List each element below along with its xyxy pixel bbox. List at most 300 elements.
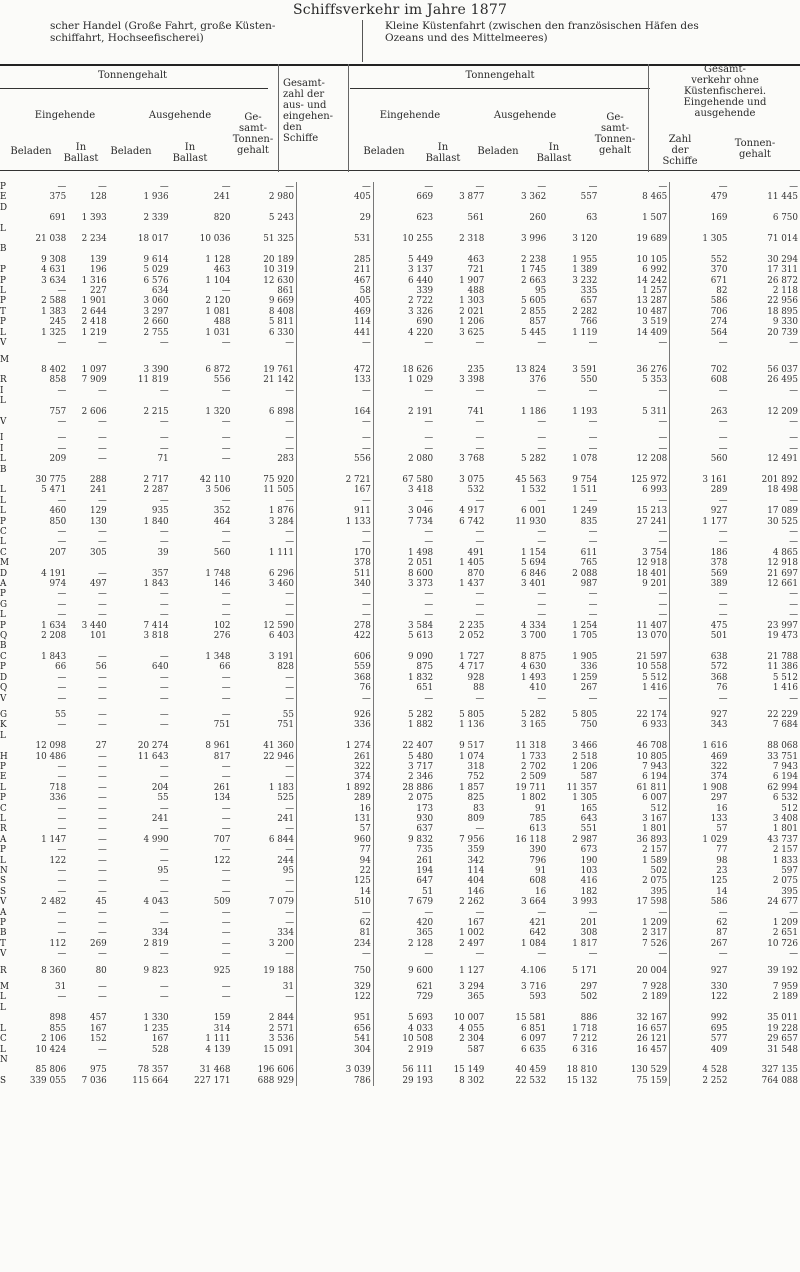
table-cell <box>109 1003 171 1013</box>
table-cell: 577 <box>710 1034 728 1045</box>
table-cell: 4 055 <box>459 1023 485 1034</box>
table-cell: 6 742 <box>459 516 485 527</box>
table-cell: 234 <box>297 939 374 949</box>
table-cell: 267 <box>710 938 728 949</box>
table-cell: 3 591 <box>572 364 598 375</box>
header-tonnengehalt-left: Tonnengehalt <box>97 70 168 81</box>
table-cell <box>548 396 599 406</box>
table-row <box>0 328 800 338</box>
table-cell: 572 <box>710 662 728 673</box>
table-cell: 62 <box>297 918 374 928</box>
table-cell: 1 389 <box>572 265 598 276</box>
rule-under-tonnengehalt-right <box>350 88 650 89</box>
table-cell: — <box>221 599 231 610</box>
row-label: V <box>0 416 7 427</box>
table-cell: 16 <box>716 803 728 814</box>
table-cell: 510 <box>297 897 374 907</box>
table-cell: — <box>297 908 374 918</box>
table-cell: 1 209 <box>772 918 798 929</box>
table-cell <box>486 244 548 254</box>
table-cell: 4 139 <box>205 1044 231 1055</box>
table-cell: 22 <box>297 866 374 876</box>
table-cell: — <box>789 433 798 444</box>
table-cell: 5 282 <box>521 454 547 465</box>
table-cell: 564 <box>710 327 728 338</box>
table-cell: 122 <box>213 855 231 866</box>
table-cell: 24 677 <box>767 897 798 908</box>
table-cell: 20 739 <box>767 327 798 338</box>
table-cell: 9 823 <box>143 965 169 976</box>
header-tonnengehalt-total: Tonnen- gehalt <box>734 138 776 160</box>
table-cell: 16 118 <box>515 834 547 845</box>
header-divider-2 <box>348 64 349 172</box>
table-cell: 28 886 <box>402 782 434 793</box>
table-cell: — <box>57 338 67 349</box>
table-row <box>0 355 800 365</box>
table-cell: 721 <box>467 265 485 276</box>
table-cell: 1 857 <box>459 782 485 793</box>
table-row <box>0 192 800 202</box>
table-cell: — <box>97 599 107 610</box>
table-row <box>0 1003 800 1013</box>
table-cell: 7 414 <box>143 620 169 631</box>
table-cell: 182 <box>580 886 598 897</box>
table-cell: — <box>57 803 67 814</box>
table-cell: — <box>297 444 374 454</box>
table-cell: 4 990 <box>143 834 169 845</box>
table-cell: 992 <box>710 1013 728 1024</box>
table-cell: 20 004 <box>599 966 669 976</box>
table-cell: 22 174 <box>599 710 669 720</box>
table-cell <box>171 244 233 254</box>
table-cell: — <box>57 433 67 444</box>
table-cell: 764 088 <box>761 1075 798 1086</box>
table-cell: 128 <box>89 192 107 203</box>
table-cell: — <box>588 610 598 621</box>
header-ballast-1: In Ballast <box>63 142 99 164</box>
table-cell: 4 865 <box>772 547 798 558</box>
table-cell: 5 805 <box>572 709 598 720</box>
table-cell <box>68 203 109 213</box>
table-cell: 204 <box>151 782 169 793</box>
table-row <box>0 386 800 396</box>
table-cell: — <box>221 772 231 783</box>
table-cell: 2 052 <box>459 631 485 642</box>
row-label: K <box>0 720 7 731</box>
table-cell: — <box>57 813 67 824</box>
table-cell: — <box>97 1044 107 1055</box>
table-cell: — <box>221 527 231 537</box>
row-label: I <box>0 385 4 396</box>
table-cell: 4 631 <box>41 265 67 276</box>
table-cell: — <box>233 527 297 537</box>
table-cell: 23 997 <box>767 620 798 631</box>
table-cell: 828 <box>233 662 297 672</box>
table-cell: 3 200 <box>233 939 297 949</box>
row-label <box>0 1065 11 1075</box>
table-row <box>0 1055 800 1065</box>
table-cell: 422 <box>297 631 374 641</box>
table-cell: — <box>599 182 669 192</box>
table-cell: 241 <box>89 485 107 496</box>
table-cell <box>297 731 374 741</box>
table-cell: 20 274 <box>137 741 169 752</box>
table-cell <box>11 731 69 741</box>
table-row <box>0 928 800 938</box>
table-cell: — <box>718 433 728 444</box>
table-cell: 1 383 <box>41 306 67 317</box>
table-cell <box>11 244 69 254</box>
table-cell: 55 <box>233 710 297 720</box>
table-cell: 886 <box>580 1013 598 1024</box>
table-cell: — <box>588 385 598 396</box>
table-cell: 241 <box>233 814 297 824</box>
table-cell: 6 403 <box>233 631 297 641</box>
table-cell: — <box>424 610 434 621</box>
table-cell: 464 <box>213 516 231 527</box>
table-cell: 1 177 <box>702 516 728 527</box>
table-cell: 327 135 <box>761 1065 798 1076</box>
table-cell <box>670 203 730 213</box>
table-cell: 9 754 <box>572 474 598 485</box>
table-row <box>0 307 800 317</box>
table-cell: 115 664 <box>132 1075 169 1086</box>
table-cell: 608 <box>710 375 728 386</box>
table-cell: 2 282 <box>572 306 598 317</box>
table-cell: 491 <box>467 547 485 558</box>
table-cell: — <box>221 182 231 192</box>
table-cell: 167 <box>89 1023 107 1034</box>
table-row <box>0 845 800 855</box>
table-row <box>0 317 800 327</box>
table-cell: 1 104 <box>205 275 231 286</box>
table-cell: — <box>537 416 547 427</box>
table-cell: 395 <box>781 886 798 897</box>
table-cell: 10 105 <box>599 255 669 265</box>
table-cell: — <box>97 568 107 579</box>
table-cell: 8 408 <box>233 307 297 317</box>
table-cell: 61 811 <box>599 783 669 793</box>
table-cell <box>548 641 599 651</box>
table-cell: 95 <box>535 286 547 297</box>
table-cell: 640 <box>151 662 169 673</box>
header-gesamtzahl: Gesamt- zahl der aus- und eingehen- den Schiffe <box>283 78 334 144</box>
table-row <box>0 918 800 928</box>
table-cell: 122 <box>710 992 728 1003</box>
table-cell: 410 <box>529 683 547 694</box>
table-cell: 82 <box>716 286 728 297</box>
table-cell: 91 <box>535 866 547 876</box>
table-cell <box>68 396 109 406</box>
table-cell: — <box>221 918 231 929</box>
table-cell: 2 721 <box>297 475 374 485</box>
table-cell: 898 <box>49 1013 67 1024</box>
table-cell: — <box>159 907 169 918</box>
table-row <box>0 610 800 620</box>
table-cell: 342 <box>467 855 485 866</box>
table-cell <box>171 203 233 213</box>
table-cell: 469 <box>297 307 374 317</box>
table-cell: 488 <box>467 286 485 297</box>
table-cell: — <box>588 433 598 444</box>
table-cell: — <box>97 433 107 444</box>
table-cell: — <box>588 949 598 960</box>
table-cell: 7 959 <box>772 982 798 993</box>
table-cell: 1 303 <box>459 296 485 307</box>
table-cell: 129 <box>89 506 107 517</box>
table-cell: 146 <box>467 886 485 897</box>
table-cell: 15 149 <box>453 1065 485 1076</box>
table-cell: 196 606 <box>233 1065 297 1075</box>
table-cell: — <box>424 416 434 427</box>
row-label: L <box>0 506 6 517</box>
table-cell: 260 <box>529 213 547 224</box>
table-cell: 2 157 <box>772 845 798 856</box>
table-cell: 1 127 <box>459 965 485 976</box>
table-cell: — <box>537 589 547 600</box>
table-cell: 2 080 <box>407 454 434 465</box>
table-cell: 305 <box>89 547 107 558</box>
table-cell: 2 075 <box>407 793 434 804</box>
table-cell: 1 748 <box>205 568 231 579</box>
table-cell: — <box>97 537 107 548</box>
table-cell: — <box>233 804 297 814</box>
table-cell: 3 297 <box>143 306 169 317</box>
table-cell <box>730 224 800 234</box>
table-cell: 673 <box>580 845 598 856</box>
table-cell: — <box>97 772 107 783</box>
table-cell: 297 <box>580 982 598 993</box>
row-label: L <box>0 537 6 548</box>
row-label: P <box>0 275 6 286</box>
row-label: L <box>0 223 6 234</box>
table-cell: 2 317 <box>599 928 669 938</box>
table-cell: — <box>233 600 297 610</box>
table-cell: 7 956 <box>459 834 485 845</box>
row-label <box>0 234 11 244</box>
table-row <box>0 662 800 672</box>
table-cell: — <box>233 845 297 855</box>
table-cell: 41 360 <box>233 741 297 751</box>
table-row <box>0 804 800 814</box>
table-cell: 1 183 <box>233 783 297 793</box>
table-cell: 9 600 <box>407 965 434 976</box>
table-cell: 3 768 <box>459 454 485 465</box>
table-cell: — <box>221 866 231 876</box>
table-row <box>0 752 800 762</box>
row-label: N <box>0 866 8 876</box>
table-cell: 278 <box>297 621 374 631</box>
table-cell <box>68 1003 109 1013</box>
table-cell <box>548 465 599 475</box>
table-cell: 552 <box>710 254 728 265</box>
table-cell: 12 918 <box>599 558 669 568</box>
table-cell: — <box>57 886 67 897</box>
table-cell: 269 <box>89 938 107 949</box>
table-cell: — <box>233 444 297 454</box>
table-cell: 497 <box>89 579 107 590</box>
table-cell: — <box>97 855 107 866</box>
row-label <box>0 1013 11 1023</box>
table-cell: — <box>537 907 547 918</box>
table-cell: 647 <box>416 876 434 887</box>
table-cell: 244 <box>233 856 297 866</box>
row-label: R <box>0 965 7 976</box>
table-cell: 3 460 <box>233 579 297 589</box>
table-cell: 1 111 <box>233 548 297 558</box>
table-cell: 31 548 <box>767 1044 798 1055</box>
header-tonnengehalt-right: Tonnengehalt <box>465 70 535 81</box>
table-cell: 6 330 <box>233 328 297 338</box>
row-label <box>0 407 11 417</box>
table-cell: 10 487 <box>599 307 669 317</box>
table-cell: — <box>588 693 598 704</box>
table-cell <box>171 1055 233 1065</box>
table-cell: 3 191 <box>233 652 297 662</box>
table-cell: — <box>97 992 107 1003</box>
table-cell: — <box>159 803 169 814</box>
table-cell: 9 090 <box>407 651 434 662</box>
table-cell: 557 <box>580 192 598 203</box>
table-row <box>0 887 800 897</box>
table-cell: 927 <box>710 506 728 517</box>
table-cell: 2 088 <box>572 568 598 579</box>
table-cell: 339 055 <box>29 1075 67 1086</box>
header-gesamtverkehr: Gesamt- verkehr ohne Küstenfischerei. Eingehende und ausgehende <box>683 64 767 119</box>
table-cell: 1 907 <box>459 275 485 286</box>
table-cell: 13 824 <box>515 364 547 375</box>
table-cell: — <box>718 416 728 427</box>
table-cell: 6 750 <box>772 213 798 224</box>
table-cell: 420 <box>416 918 434 929</box>
table-row <box>0 908 800 918</box>
table-row <box>0 783 800 793</box>
table-cell <box>435 1055 486 1065</box>
table-cell <box>373 1055 435 1065</box>
row-label: L <box>0 485 6 496</box>
table-cell: — <box>57 992 67 1003</box>
table-cell <box>109 396 171 406</box>
table-cell: 80 <box>95 965 107 976</box>
table-cell: 718 <box>49 782 67 793</box>
table-cell: 3 519 <box>599 317 669 327</box>
table-cell: 114 <box>467 866 485 876</box>
table-cell: — <box>475 599 485 610</box>
table-cell: 3 326 <box>407 306 434 317</box>
table-cell: 858 <box>49 375 67 386</box>
table-cell: 531 <box>297 234 374 244</box>
table-cell: — <box>97 793 107 804</box>
table-cell: 611 <box>580 547 598 558</box>
table-cell <box>68 224 109 234</box>
table-cell: 359 <box>467 845 485 856</box>
table-cell <box>435 224 486 234</box>
row-label: B <box>0 464 7 475</box>
table-cell: 16 <box>297 804 374 814</box>
table-cell: — <box>221 338 231 349</box>
table-cell: 5 449 <box>407 254 434 265</box>
table-cell: 12 209 <box>767 406 798 417</box>
table-cell: 378 <box>297 558 374 568</box>
table-cell: 39 192 <box>767 965 798 976</box>
table-cell: — <box>159 527 169 537</box>
table-cell: — <box>718 589 728 600</box>
table-cell: — <box>718 182 728 192</box>
table-cell: 606 <box>297 652 374 662</box>
table-cell: — <box>221 683 231 694</box>
table-row <box>0 949 800 959</box>
table-cell: — <box>57 720 67 731</box>
table-cell: 10 726 <box>767 938 798 949</box>
table-row <box>0 762 800 772</box>
table-cell: 336 <box>49 793 67 804</box>
table-cell <box>730 641 800 651</box>
table-cell: 2 482 <box>41 897 67 908</box>
table-cell: — <box>475 433 485 444</box>
table-cell: 6 993 <box>599 485 669 495</box>
table-cell: 169 <box>710 213 728 224</box>
table-cell: 17 089 <box>767 506 798 517</box>
table-row <box>0 710 800 720</box>
table-cell <box>11 396 69 406</box>
table-cell: 1 305 <box>572 793 598 804</box>
table-cell: 8 600 <box>407 568 434 579</box>
table-cell <box>548 1055 599 1065</box>
row-label: L <box>0 610 6 621</box>
table-cell <box>373 224 435 234</box>
table-cell: 13 287 <box>599 296 669 306</box>
table-cell: 1 876 <box>233 506 297 516</box>
table-cell: — <box>97 834 107 845</box>
table-row <box>0 444 800 454</box>
table-cell: 502 <box>599 866 669 876</box>
table-cell: — <box>221 803 231 814</box>
table-row <box>0 835 800 845</box>
table-cell: 146 <box>213 579 231 590</box>
table-row <box>0 506 800 516</box>
table-cell: — <box>57 845 67 856</box>
table-cell: 9 614 <box>143 254 169 265</box>
table-cell: 5 512 <box>599 673 669 683</box>
row-label: H <box>0 751 8 762</box>
table-cell: 71 014 <box>767 234 798 245</box>
header-gesamt-tonnen-right: Ge- samt- Tonnen- gehalt <box>594 112 636 156</box>
row-label: G <box>0 709 8 720</box>
table-cell: 27 241 <box>599 517 669 527</box>
table-cell: — <box>789 949 798 960</box>
table-cell: 88 068 <box>767 741 798 752</box>
table-row <box>0 814 800 824</box>
table-cell: 2 120 <box>205 296 231 307</box>
table-cell: 935 <box>151 506 169 517</box>
table-cell: 30 775 <box>35 474 67 485</box>
table-row <box>0 265 800 275</box>
table-cell <box>599 355 669 365</box>
table-cell: 1 111 <box>205 1034 231 1045</box>
table-cell: 1 416 <box>599 683 669 693</box>
table-cell: 1 705 <box>572 631 598 642</box>
table-cell <box>599 1055 669 1065</box>
table-cell <box>233 1055 297 1065</box>
table-cell: 2 021 <box>459 306 485 317</box>
table-cell: 551 <box>580 824 598 835</box>
table-cell: 586 <box>710 897 728 908</box>
table-cell: 405 <box>297 192 374 202</box>
row-label: B <box>0 641 7 652</box>
table-cell: — <box>233 876 297 886</box>
table-cell: — <box>221 433 231 444</box>
table-cell: 227 <box>89 286 107 297</box>
